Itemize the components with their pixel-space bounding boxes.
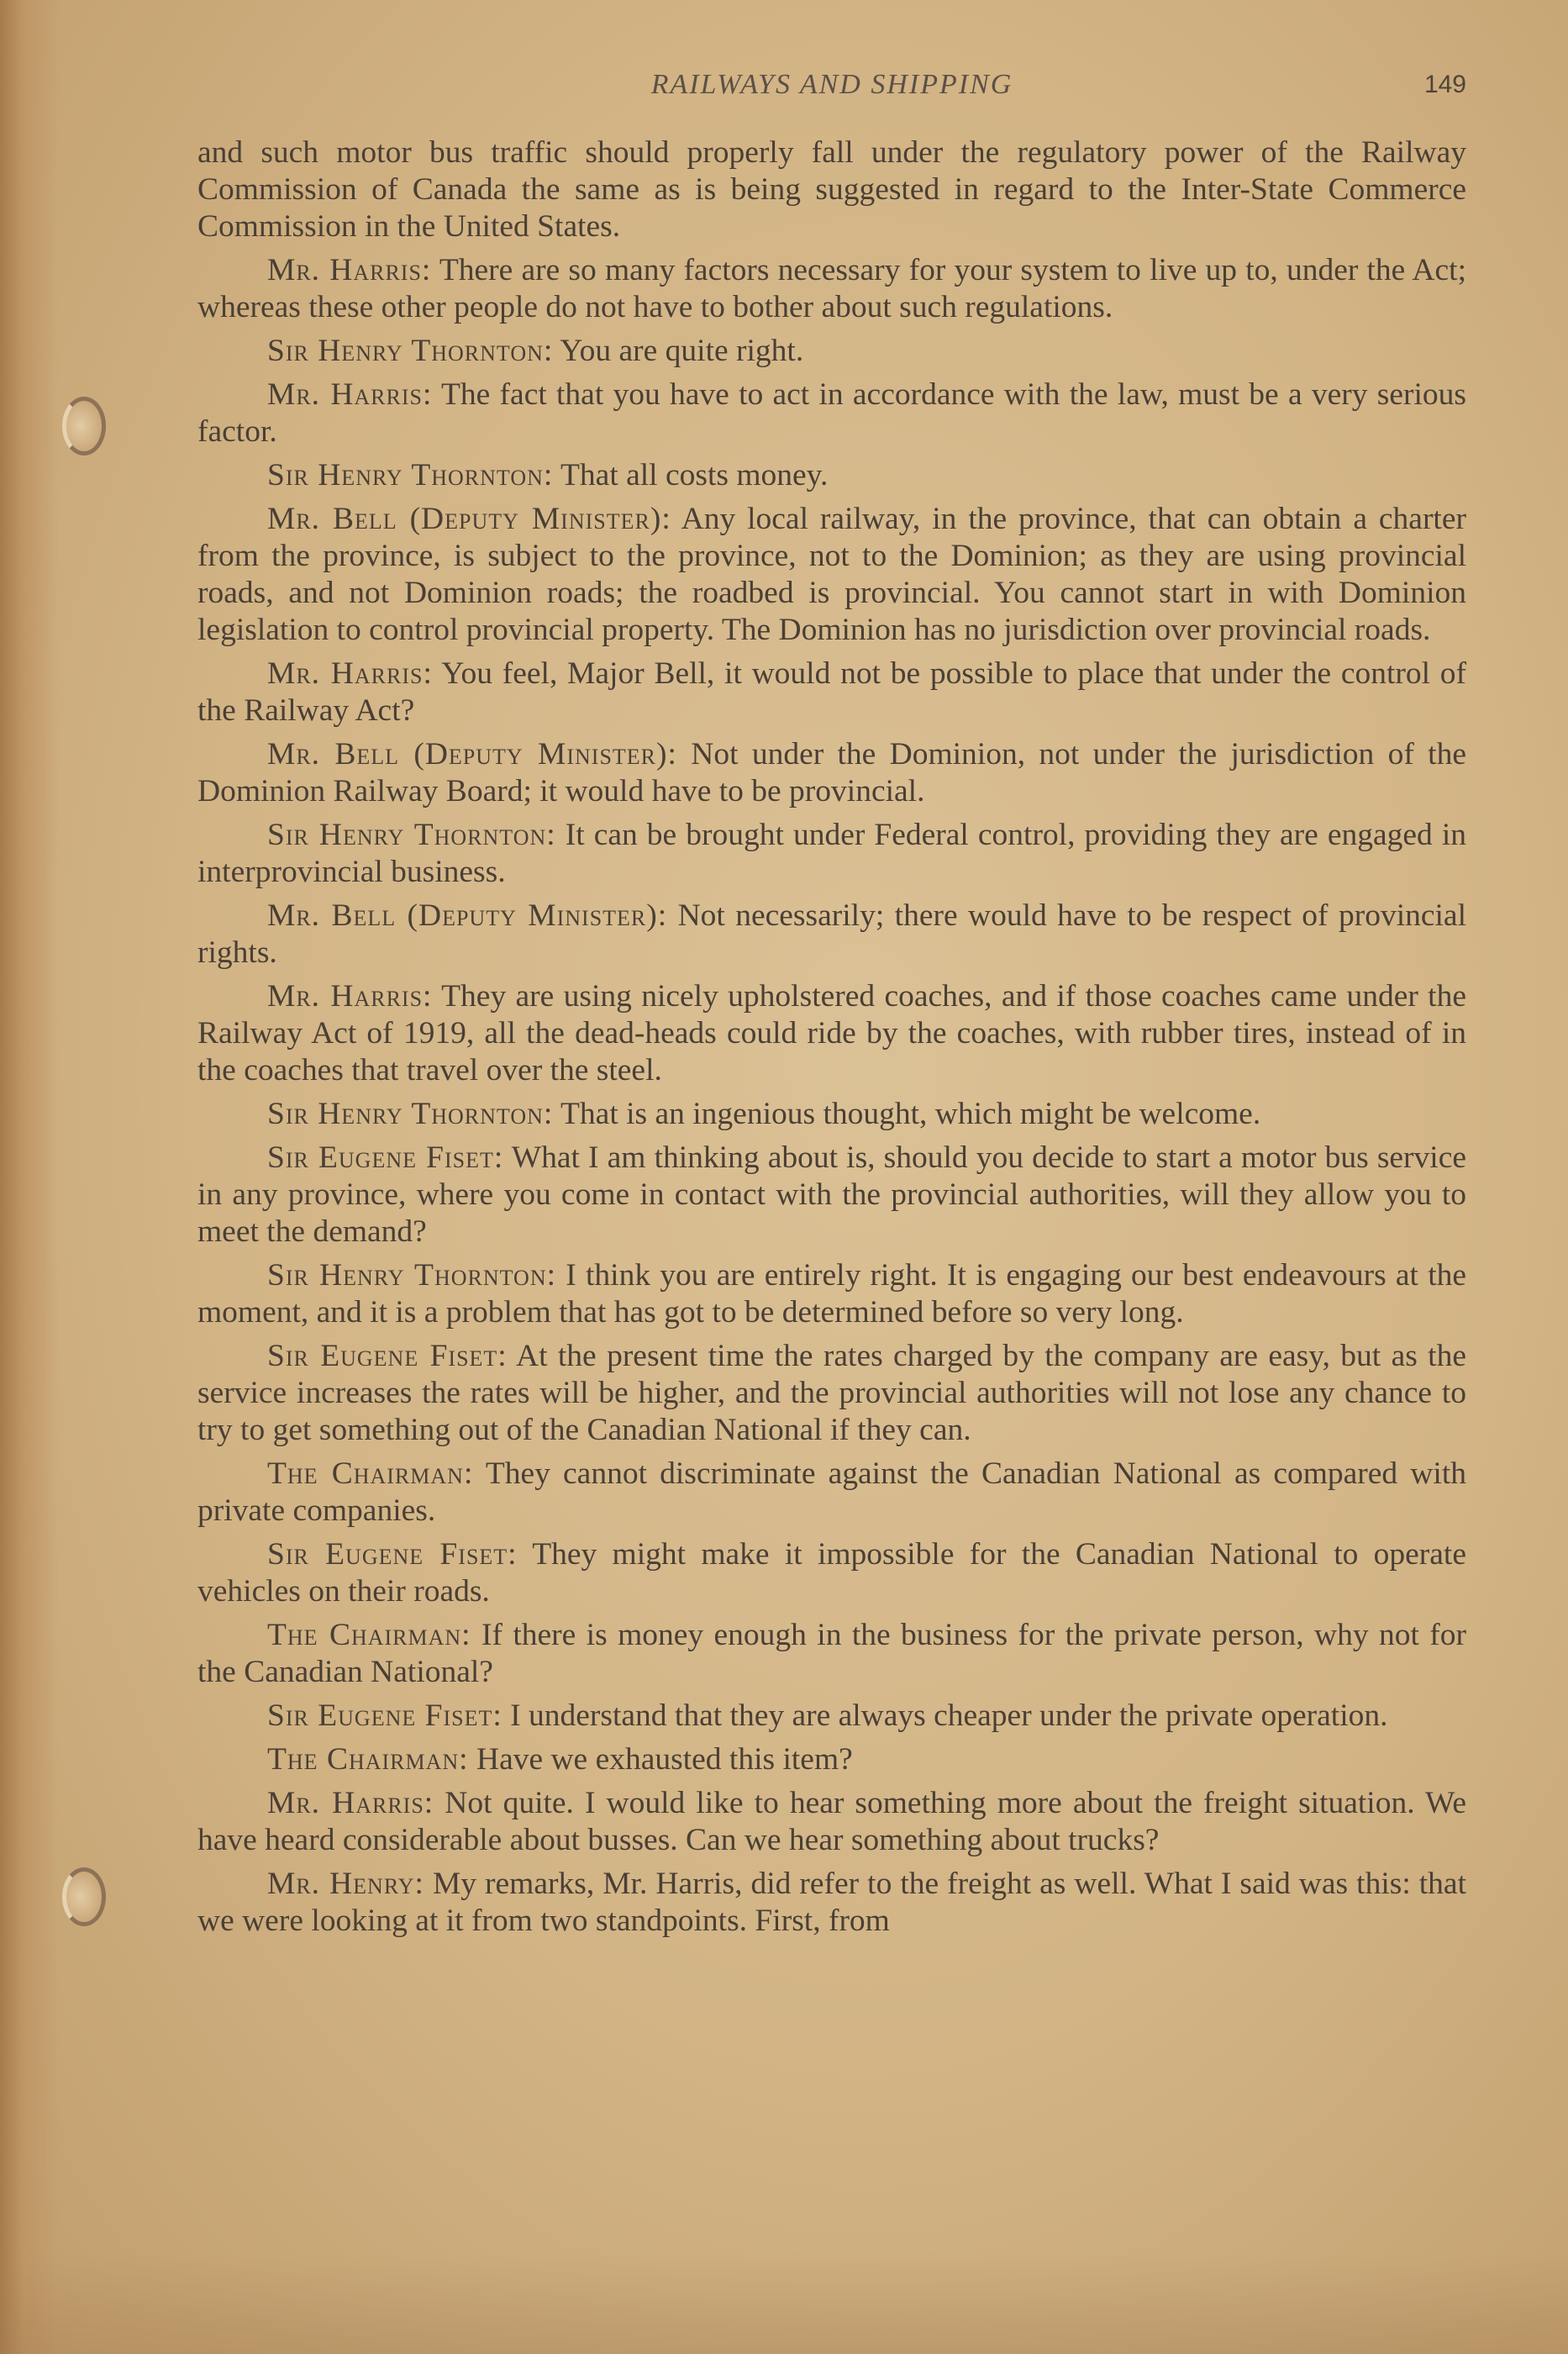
- paragraph: [197, 1338, 1466, 1449]
- paragraph: [197, 1536, 1466, 1610]
- speaker-label: The Chairman:: [267, 1618, 471, 1652]
- running-title: RAILWAYS AND SHIPPING: [650, 69, 1013, 100]
- speaker-label: Mr. Harris:: [267, 979, 433, 1014]
- paragraph-text: My remarks, Mr. Harris, did refer to the freight as well. What I said was this: that we were looking at it from two standpoints. First, from: [197, 1867, 1466, 1938]
- speaker-label: Sir Henry Thornton:: [267, 1258, 557, 1293]
- page-left-edge-shadow: [0, 0, 59, 2354]
- paragraph: [197, 1140, 1466, 1251]
- speaker-label: Sir Henry Thornton:: [267, 458, 554, 492]
- paragraph: [197, 333, 1466, 370]
- paragraph-text: That is an ingenious thought, which might be welcome.: [560, 1097, 1261, 1131]
- speaker-label: Mr. Harris:: [267, 377, 433, 412]
- paragraph-text: If there is money enough in the business for the private person, why not for the Canadian National?: [197, 1618, 1466, 1689]
- paragraph: [197, 656, 1466, 729]
- speaker-label: Mr. Harris:: [267, 1786, 434, 1820]
- paragraph-text: What I am thinking about is, should you decide to start a motor bus service in any province, where you come in contact with the provincial authorities, will they allow you to meet the demand?: [197, 1140, 1466, 1249]
- paragraph-text: Not quite. I would like to hear something more about the freight situation. We have heard considerable about busses. Can we hear something about trucks?: [197, 1786, 1467, 1857]
- paragraph: [197, 898, 1466, 972]
- paragraph-text: The fact that you have to act in accordance with the law, must be a very serious factor.: [197, 377, 1466, 449]
- paragraph-text: At the present time the rates charged by the company are easy, but as the service increases the rates will be higher, and the provincial authorities will not lose any chance to try to get something out of the Canadian National if they can.: [197, 1339, 1466, 1447]
- paragraph-text: It can be brought under Federal control, providing they are engaged in interprovincial business.: [197, 818, 1467, 889]
- paragraph-text: Not under the Dominion, not under the jurisdiction of the Dominion Railway Board; it would have to be provincial.: [197, 737, 1466, 808]
- paragraph-text: Not necessarily; there would have to be respect of provincial rights.: [197, 898, 1466, 970]
- body-text: [197, 134, 1466, 1946]
- paragraph: [197, 1866, 1466, 1940]
- paragraph: [197, 1741, 1466, 1778]
- paragraph-text: I understand that they are always cheaper under the private operation.: [510, 1698, 1388, 1733]
- paragraph: [197, 1456, 1466, 1530]
- paragraph-text: You feel, Major Bell, it would not be possible to place that under the control of the Railway Act?: [197, 656, 1467, 728]
- running-header: [197, 67, 1466, 109]
- paragraph: [197, 736, 1466, 810]
- paragraph: [197, 377, 1466, 450]
- speaker-label: Sir Henry Thornton:: [267, 334, 554, 368]
- paragraph: [197, 1785, 1466, 1859]
- paragraph-text: That all costs money.: [560, 458, 829, 492]
- paragraph-text: There are so many factors necessary for your system to live up to, under the Act; whereas these other people do not have to bother about such regulations.: [197, 253, 1466, 324]
- paragraph-text: They cannot discriminate against the Canadian National as compared with private companies.: [197, 1456, 1466, 1528]
- binding-hole-icon: [62, 397, 106, 456]
- paragraph-text: They might make it impossible for the Canadian National to operate vehicles on their roads.: [197, 1537, 1466, 1609]
- speaker-label: Mr. Harris:: [267, 253, 432, 287]
- speaker-label: Mr. Bell (Deputy Minister):: [267, 898, 668, 933]
- speaker-label: Sir Eugene Fiset:: [267, 1339, 508, 1373]
- paragraph: [197, 457, 1466, 494]
- paragraph-text: You are quite right.: [560, 334, 804, 368]
- speaker-label: Sir Henry Thornton:: [267, 1097, 554, 1131]
- paragraph: [197, 252, 1466, 326]
- speaker-label: The Chairman:: [267, 1742, 469, 1777]
- paragraph: [197, 134, 1466, 245]
- paragraph: [197, 817, 1466, 891]
- paragraph-text: I think you are entirely right. It is engaging our best endeavours at the moment, and it is a problem that has got to be determined before so very long.: [197, 1258, 1467, 1330]
- speaker-label: Sir Eugene Fiset:: [267, 1140, 504, 1175]
- paragraph: [197, 1698, 1466, 1735]
- binding-hole-icon: [62, 1867, 106, 1926]
- speaker-label: Mr. Bell (Deputy Minister):: [267, 737, 677, 772]
- paragraph: [197, 1096, 1466, 1133]
- paragraph-text: Any local railway, in the province, that can obtain a charter from the province, is subject to the province, not to the Dominion; as they are using provincial roads, and not Dominion roads; the roadbed is provincial. You cannot start in with Dominion legislation to control provincial property. The Dominion has no jurisdiction over provincial roads.: [197, 502, 1466, 647]
- paragraph: [197, 1257, 1466, 1331]
- page-bottom-edge-shadow: [0, 2253, 1568, 2354]
- speaker-label: Mr. Harris:: [267, 656, 433, 691]
- paragraph-text: They are using nicely upholstered coaches, and if those coaches came under the Railway Act of 1919, all the dead-heads could ride by the coaches, with rubber tires, instead of in the coaches that travel over the steel.: [197, 979, 1466, 1087]
- speaker-label: Sir Eugene Fiset:: [267, 1537, 518, 1572]
- speaker-label: Mr. Bell (Deputy Minister):: [267, 502, 671, 536]
- speaker-label: Sir Eugene Fiset:: [267, 1698, 502, 1733]
- paragraph: [197, 501, 1466, 649]
- paragraph: [197, 978, 1466, 1089]
- speaker-label: Sir Henry Thornton:: [267, 818, 556, 852]
- speaker-label: The Chairman:: [267, 1456, 474, 1491]
- paragraph-text: and such motor bus traffic should properly fall under the regulatory power of the Railway Commission of Canada the same as is being suggested in regard to the Inter-State Commerce Commission in the United States.: [197, 135, 1466, 244]
- paragraph: [197, 1617, 1466, 1691]
- speaker-label: Mr. Henry:: [267, 1867, 424, 1901]
- paragraph-text: Have we exhausted this item?: [476, 1742, 853, 1777]
- page-number: 149: [1423, 71, 1466, 98]
